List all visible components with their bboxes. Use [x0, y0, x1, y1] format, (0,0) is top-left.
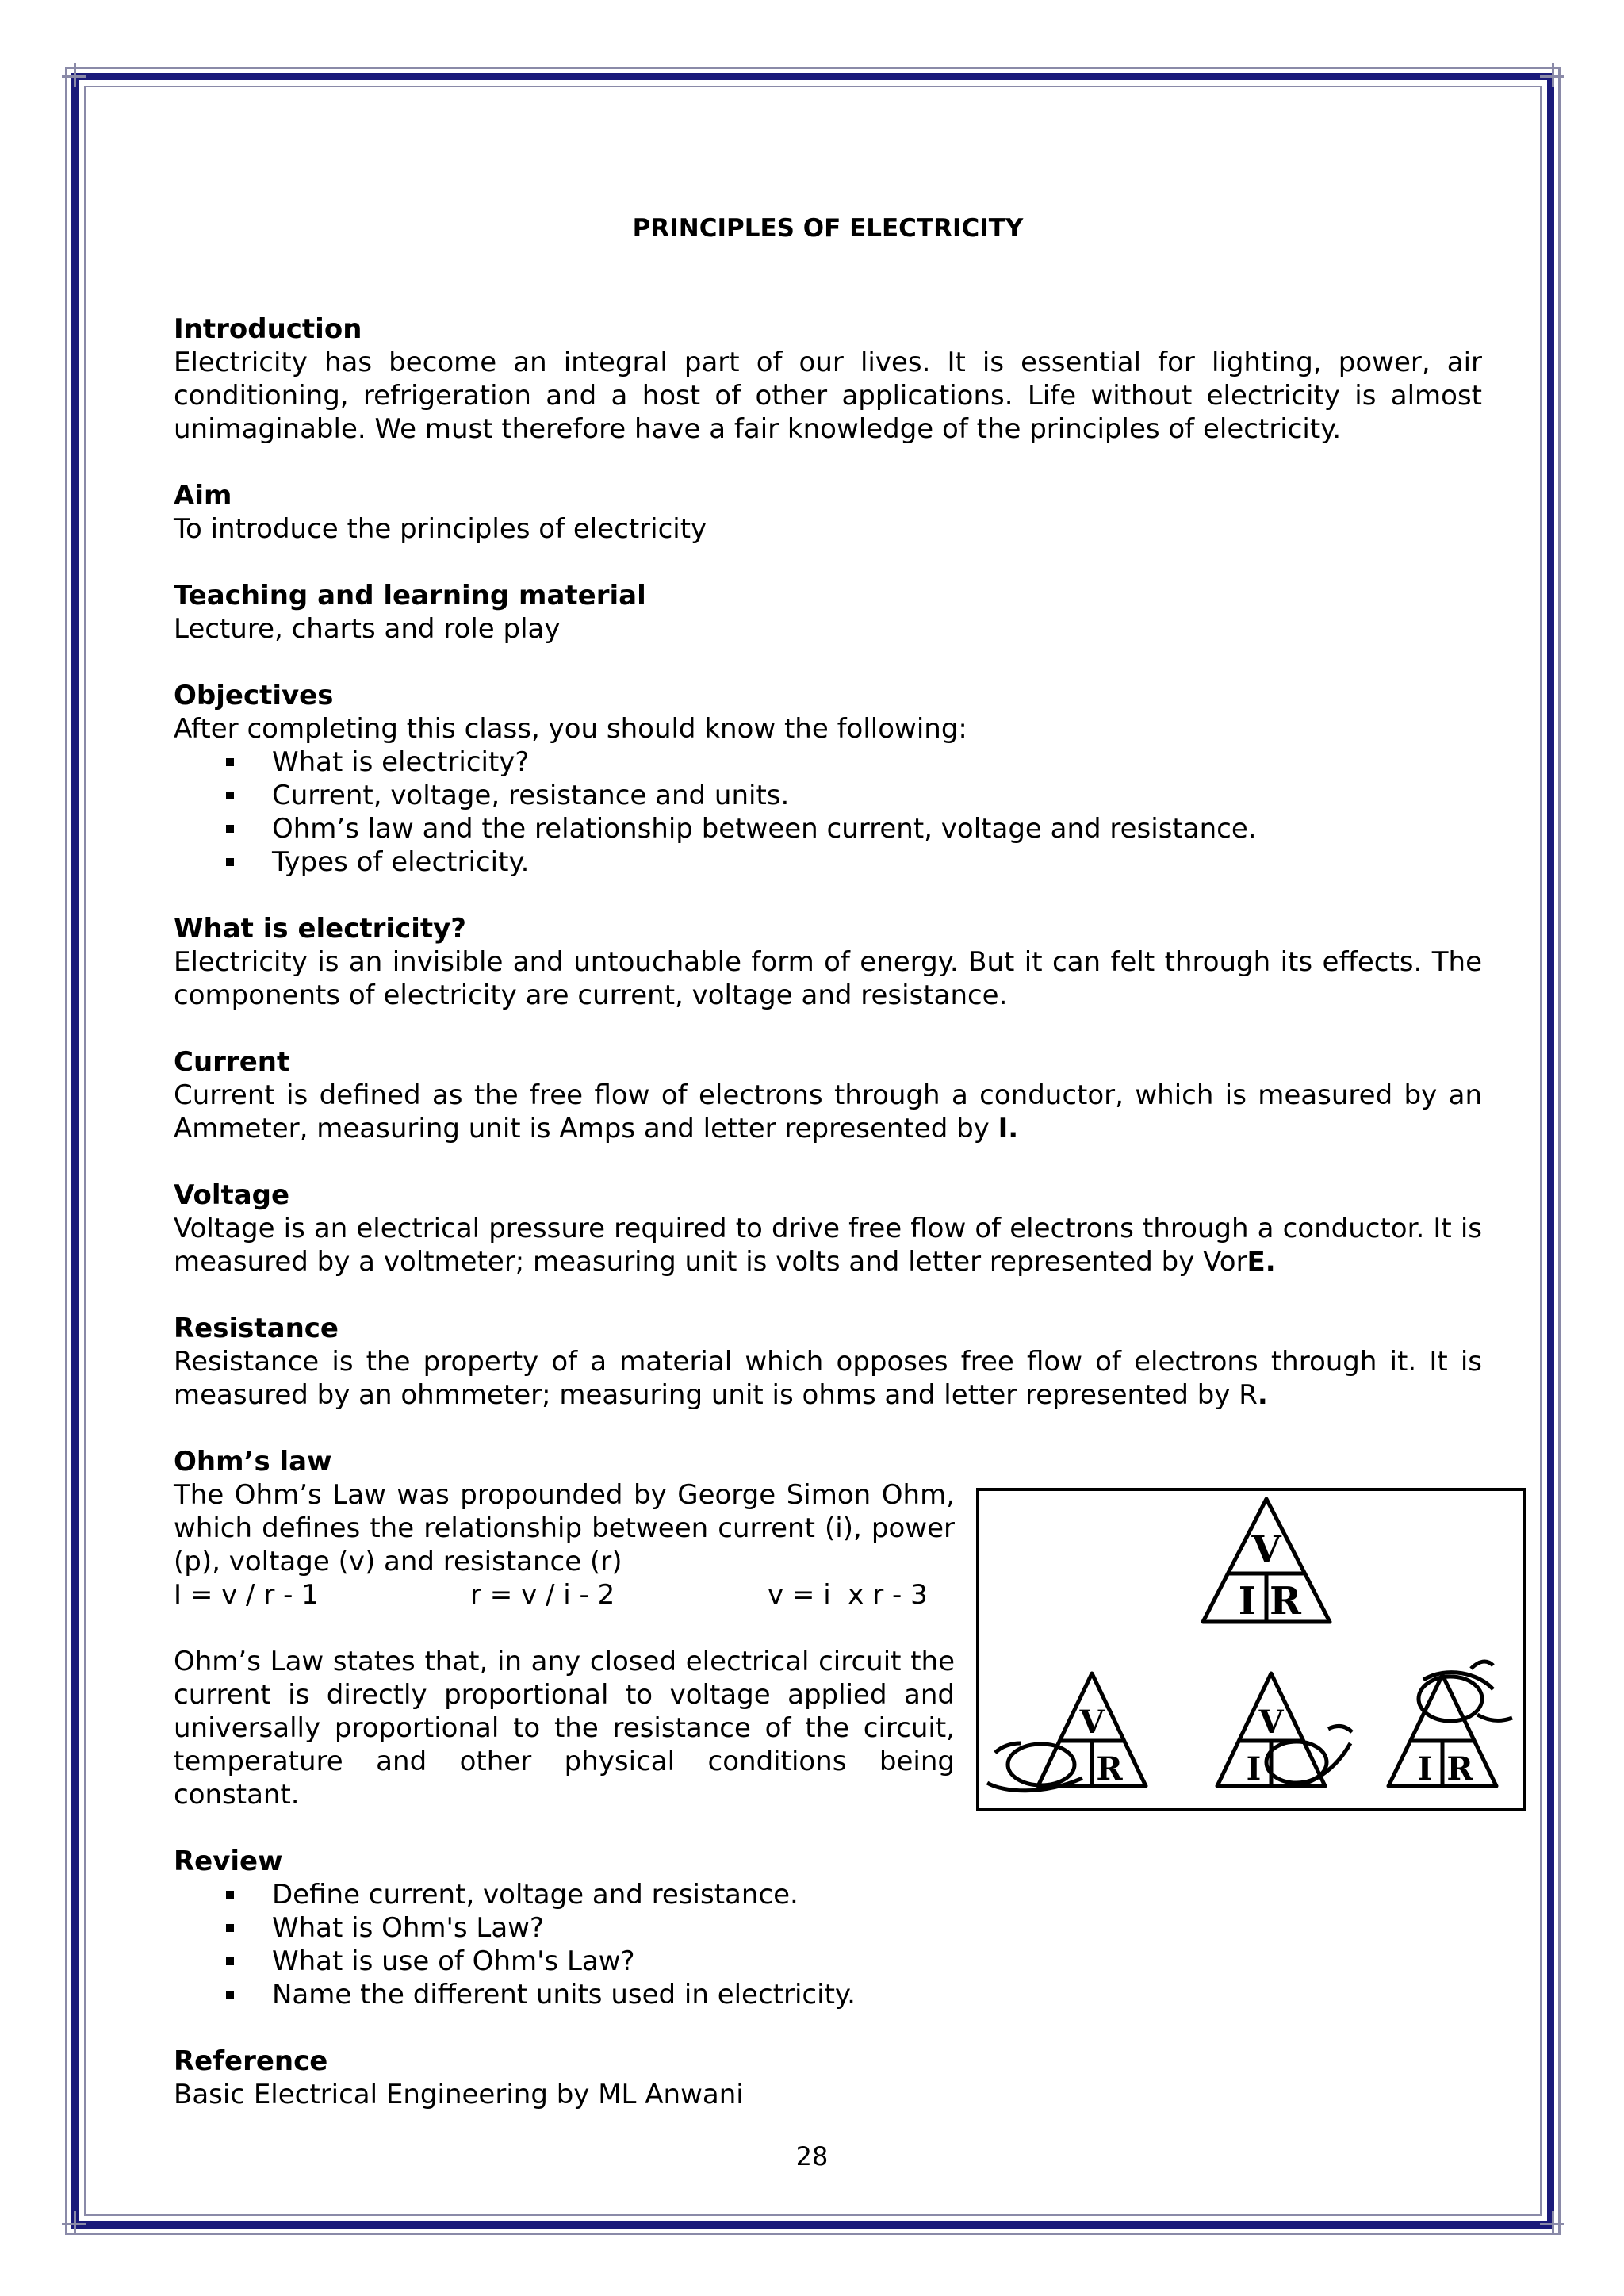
ohms-law-text: The Ohm’s Law was propounded by George Simon Ohm, which defines the relationship between current (i), power (p), voltage (v) and resistance (r) [174, 1479, 955, 1577]
current-text: Current is defined as the free flow of electrons through a conductor, which is measured by an Ammeter, measuring unit is Amps and letter represented by [174, 1079, 1482, 1144]
aim-text: To introduce the principles of electricity [174, 513, 707, 545]
section-review [174, 1845, 1482, 2011]
equation-3: v = i x r - 3 [768, 1579, 928, 1611]
voltage-text: Voltage is an electrical pressure required to drive free flow of electrons through a conductor. It is measured by a voltmeter; measuring unit is volts and letter represented by Vor [174, 1213, 1482, 1278]
list-item: What is Ohm's Law? [226, 1911, 1482, 1945]
resistance-symbol: . [1257, 1379, 1268, 1411]
introduction-heading: Introduction [174, 313, 362, 345]
list-item: What is use of Ohm's Law? [226, 1945, 1482, 1978]
resistance-heading: Resistance [174, 1313, 339, 1344]
section-resistance [174, 1312, 1482, 1412]
page-title: PRINCIPLES OF ELECTRICITY [632, 214, 1024, 243]
voltage-heading: Voltage [174, 1179, 290, 1211]
reference-text: Basic Electrical Engineering by ML Anwani [174, 2079, 744, 2110]
what-is-text: Electricity is an invisible and untouchable form of energy. But it can felt through its effects. The components of electricity are current, voltage and resistance. [174, 946, 1482, 1011]
section-current [174, 1045, 1482, 1145]
current-paragraph [174, 1079, 1482, 1145]
ohms-law-triangle-drawing [979, 1491, 1523, 1808]
introduction-text: Electricity has become an integral part of our lives. It is essential for lighting, power, air conditioning, refrigeration and a host of other applications. Life without electricity is almost unimaginable. We must therefore have a fair knowledge of the principles of electricity. [174, 347, 1482, 445]
section-introduction [174, 312, 1482, 446]
section-what-is-electricity [174, 912, 1482, 1012]
main-letter-i: I [1238, 1579, 1257, 1623]
ohms-law-statement: Ohm’s Law states that, in any closed electrical circuit the current is directly proportional to voltage applied and universally proportional to the resistance of the circuit, temperature and other physical conditions being constant. [174, 1646, 955, 1811]
current-heading: Current [174, 1046, 290, 1078]
ohms-law-triangle-figure [976, 1488, 1526, 1811]
list-item: Types of electricity. [226, 845, 1482, 879]
middle-letter-i: I [1246, 1750, 1262, 1788]
material-text: Lecture, charts and role play [174, 613, 561, 645]
corner-ornament [1540, 2211, 1564, 2235]
left-letter-r: R [1096, 1750, 1123, 1788]
review-list [174, 1878, 1482, 2011]
reference-heading: Reference [174, 2045, 328, 2077]
objectives-intro: After completing this class, you should know the following: [174, 713, 967, 745]
main-letter-v: V [1251, 1527, 1281, 1572]
page-content [174, 214, 1482, 2145]
resistance-paragraph [174, 1345, 1482, 1412]
objectives-heading: Objectives [174, 680, 334, 711]
list-item: Name the different units used in electricity. [226, 1978, 1482, 2011]
thumb-right-icon [1419, 1677, 1482, 1721]
voltage-paragraph [174, 1212, 1482, 1278]
list-item: Current, voltage, resistance and units. [226, 779, 1482, 812]
objectives-list [174, 746, 1482, 879]
voltage-symbol: E. [1247, 1246, 1276, 1278]
ohms-law-heading: Ohm’s law [174, 1446, 332, 1478]
current-symbol: I. [998, 1113, 1019, 1144]
material-heading: Teaching and learning material [174, 580, 646, 611]
section-aim [174, 479, 1482, 546]
equation-1: I = v / r - 1 [174, 1579, 319, 1611]
section-objectives [174, 679, 1482, 879]
right-letter-i: I [1417, 1750, 1433, 1788]
right-letter-r: R [1446, 1750, 1473, 1788]
corner-ornament [62, 63, 86, 87]
middle-letter-v: V [1258, 1704, 1284, 1741]
corner-ornament [1540, 63, 1564, 87]
list-item: What is electricity? [226, 746, 1482, 779]
list-item: Ohm’s law and the relationship between current, voltage and resistance. [226, 812, 1482, 845]
equation-row [174, 1578, 955, 1612]
review-heading: Review [174, 1846, 283, 1877]
what-is-heading: What is electricity? [174, 913, 467, 945]
left-letter-v: V [1079, 1704, 1105, 1741]
main-letter-r: R [1270, 1579, 1301, 1623]
section-material [174, 579, 1482, 646]
resistance-text: Resistance is the property of a material which opposes free flow of electrons through it. It is measured by an ohmmeter; measuring unit is ohms and letter represented by R [174, 1346, 1482, 1411]
corner-ornament [62, 2211, 86, 2235]
section-voltage [174, 1179, 1482, 1278]
page-number: 28 [795, 2141, 829, 2171]
section-ohms-law [174, 1445, 955, 1811]
section-reference [174, 2045, 1482, 2111]
list-item: Define current, voltage and resistance. [226, 1878, 1482, 1911]
aim-heading: Aim [174, 480, 232, 512]
equation-2: r = v / i - 2 [470, 1579, 615, 1611]
